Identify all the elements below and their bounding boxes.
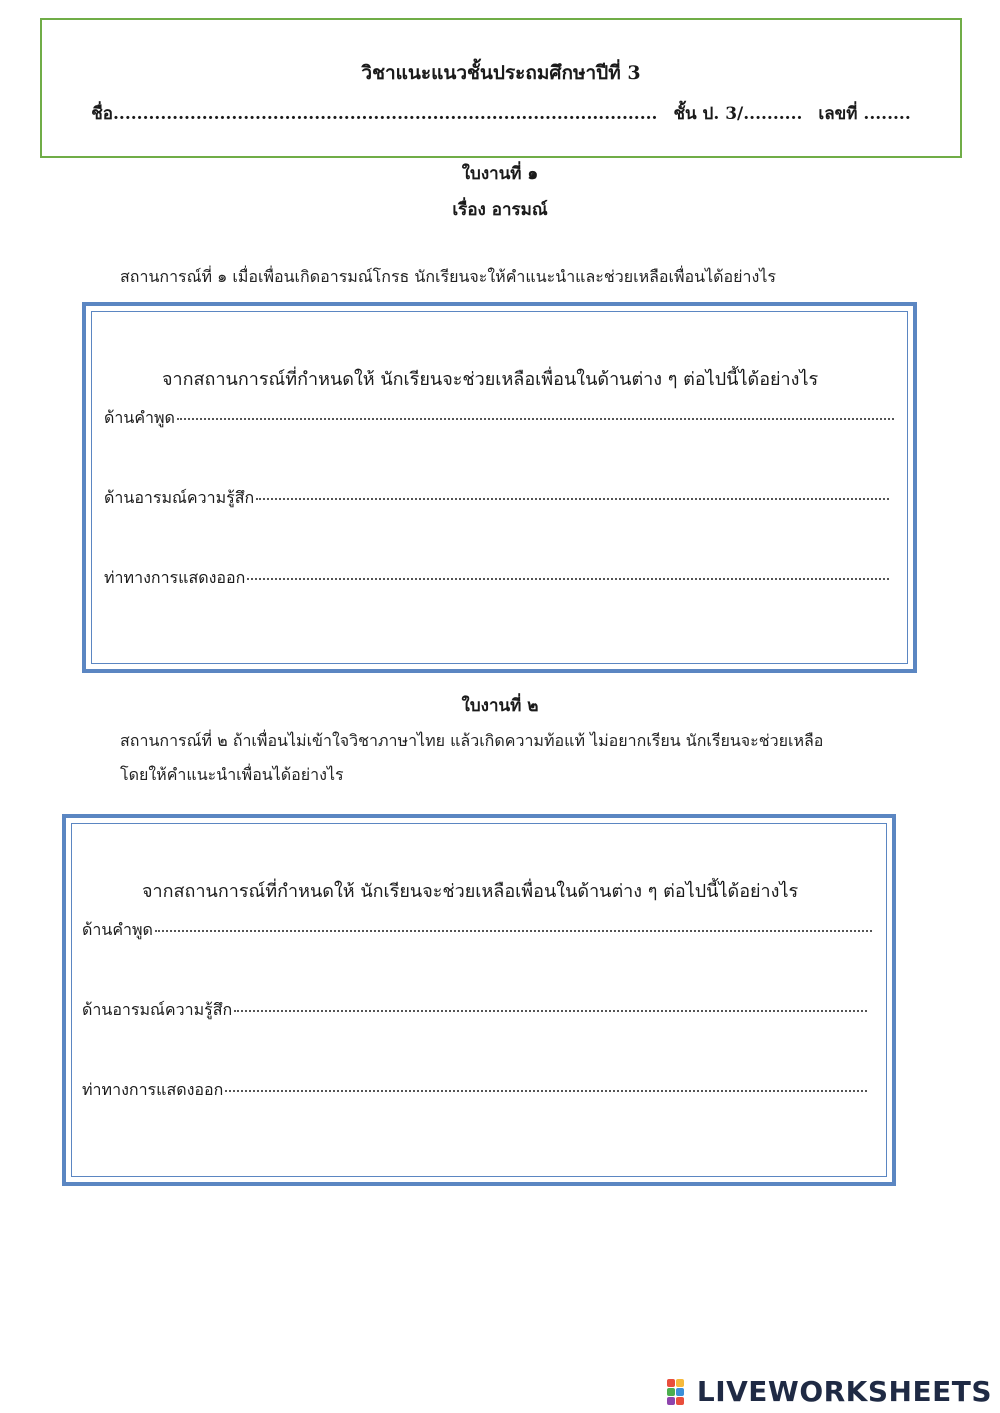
worksheet2-answer-box (62, 814, 896, 1186)
worksheet2-box-intro: จากสถานการณ์ที่กำหนดให้ นักเรียนจะช่วยเหลือเพื่อนในด้านต่าง ๆ ต่อไปนี้ได้อย่างไร (142, 881, 799, 902)
worksheet2-situation-line2: โดยให้คำแนะนำเพื่อนได้อย่างไร (120, 765, 344, 784)
answer-dots (177, 418, 894, 420)
worksheet2-situation-line1: สถานการณ์ที่ ๒ ถ้าเพื่อนไม่เข้าใจวิชาภาษาไทย แล้วเกิดความท้อแท้ ไม่อยากเรียน นักเรียนจะช่วยเหลือ (120, 731, 824, 750)
worksheet1-topic: เรื่อง อารมณ์ (452, 200, 548, 220)
subject-title: วิชาแนะแนวชั้นประถมศึกษาปีที่ 3 (361, 62, 641, 84)
speech-label: ด้านคำพูด (82, 920, 153, 939)
student-info-line (42, 100, 960, 127)
answer-dots (234, 1010, 867, 1012)
worksheet2-speech-line[interactable] (82, 918, 872, 943)
worksheet2-emotion-line[interactable] (82, 998, 867, 1023)
worksheet2-heading: ใบงานที่ ๒ (461, 696, 539, 716)
answer-dots (225, 1090, 867, 1092)
worksheet2-gesture-line[interactable] (82, 1078, 867, 1103)
worksheet1-emotion-line-2[interactable] (104, 526, 889, 550)
worksheet1-gesture-line[interactable] (104, 566, 889, 591)
speech-label: ด้านคำพูด (104, 408, 175, 427)
logo-blocks-icon (667, 1377, 693, 1407)
worksheet1-emotion-line[interactable] (104, 486, 889, 511)
answer-dots (155, 930, 872, 932)
gesture-label: ท่าทางการแสดงออก (82, 1080, 224, 1099)
worksheet1-box-intro: จากสถานการณ์ที่กำหนดให้ นักเรียนจะช่วยเหลือเพื่อนในด้านต่าง ๆ ต่อไปนี้ได้อย่างไร (162, 369, 819, 390)
emotion-label: ด้านอารมณ์ความรู้สึก (82, 1000, 233, 1019)
worksheet1-heading: ใบงานที่ ๑ (461, 164, 539, 184)
liveworksheets-logo (667, 1375, 992, 1408)
emotion-label: ด้านอารมณ์ความรู้สึก (104, 488, 255, 507)
worksheet1-speech-line[interactable] (104, 406, 894, 431)
header-box (40, 18, 962, 158)
answer-dots (256, 498, 889, 500)
number-field[interactable]: เลขที่ ........ (818, 104, 911, 124)
worksheet1-gesture-line-2[interactable] (104, 606, 889, 630)
logo-text: LIVEWORKSHEETS (696, 1375, 992, 1408)
gesture-label: ท่าทางการแสดงออก (104, 568, 246, 587)
worksheet1-situation: สถานการณ์ที่ ๑ เมื่อเพื่อนเกิดอารมณ์โกรธ นักเรียนจะให้คำแนะนำและช่วยเหลือเพื่อนได้อย่างไร (120, 267, 776, 286)
name-field[interactable]: ชื่อ............................................................................................ (91, 104, 658, 124)
class-field[interactable]: ชั้น ป. 3/.......... (673, 104, 803, 124)
worksheet1-speech-line-2[interactable] (104, 446, 889, 470)
answer-dots (247, 578, 889, 580)
worksheet2-gesture-line-2[interactable] (82, 1118, 867, 1142)
worksheet2-speech-line-2[interactable] (82, 958, 867, 982)
worksheet1-answer-box (82, 302, 917, 673)
worksheet2-emotion-line-2[interactable] (82, 1038, 867, 1062)
